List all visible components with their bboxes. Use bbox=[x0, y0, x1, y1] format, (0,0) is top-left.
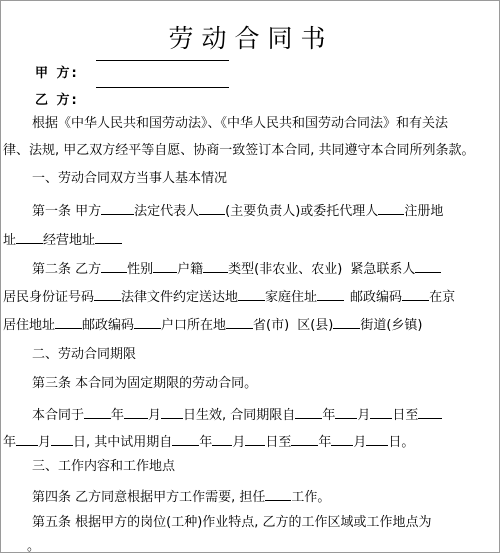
text: (主要负责人)或委托代理人 bbox=[225, 204, 379, 219]
blank-field[interactable] bbox=[265, 487, 291, 501]
article-1-line-2 bbox=[3, 230, 500, 249]
text: 年 bbox=[111, 408, 125, 423]
text: 日, 其中试用期自 bbox=[73, 435, 173, 450]
blank-field[interactable] bbox=[51, 432, 73, 446]
text: 居民身份证号码 bbox=[3, 290, 95, 305]
blank-field[interactable] bbox=[317, 287, 344, 301]
text: 日。 bbox=[388, 435, 415, 450]
party-a-blank[interactable] bbox=[96, 60, 229, 61]
text: 年 bbox=[3, 435, 17, 450]
text: 紧急联系人 bbox=[350, 262, 416, 277]
text: 址 bbox=[3, 233, 17, 248]
text: 法定代表人 bbox=[134, 204, 200, 219]
text: 性别 bbox=[127, 262, 154, 277]
text: 月 bbox=[148, 408, 162, 423]
blank-field[interactable] bbox=[245, 432, 265, 446]
text: 月 bbox=[232, 435, 246, 450]
text: 日至 bbox=[265, 435, 292, 450]
party-a-label: 甲 方: bbox=[35, 66, 79, 81]
blank-field[interactable] bbox=[370, 405, 392, 419]
blank-field[interactable] bbox=[331, 432, 353, 446]
blank-field[interactable] bbox=[101, 259, 127, 273]
blank-field[interactable] bbox=[16, 432, 38, 446]
blank-field[interactable] bbox=[226, 315, 253, 329]
blank-field[interactable] bbox=[172, 432, 199, 446]
article-3-line-3 bbox=[3, 432, 500, 451]
text: 户籍 bbox=[177, 262, 204, 277]
document-title: 劳动合同书 bbox=[168, 24, 334, 53]
text: 工作。 bbox=[291, 490, 331, 505]
blank-field[interactable] bbox=[203, 259, 228, 273]
article-5-line-1: 第五条 根据甲方的岗位(工种)作业特点, 乙方的工作区域或工作地点为 bbox=[32, 515, 432, 530]
text: 省(市) bbox=[253, 318, 290, 333]
blank-field[interactable] bbox=[161, 405, 183, 419]
text: 日至 bbox=[392, 408, 419, 423]
blank-field[interactable] bbox=[84, 405, 111, 419]
blank-field[interactable] bbox=[153, 259, 177, 273]
text: 第二条 乙方 bbox=[32, 262, 102, 277]
blank-field[interactable] bbox=[238, 287, 265, 301]
blank-field[interactable] bbox=[199, 201, 225, 215]
blank-field[interactable] bbox=[134, 315, 161, 329]
text: 注册地 bbox=[404, 204, 444, 219]
text: 月 bbox=[357, 408, 371, 423]
section-heading-1: 一、劳动合同双方当事人基本情况 bbox=[32, 171, 228, 186]
text: 年 bbox=[199, 435, 213, 450]
blank-field[interactable] bbox=[95, 230, 122, 244]
intro-line-2: 律、法规, 甲乙双方经平等自愿、协商一致签订本合同, 共同遵守本合同所列条款。 bbox=[3, 143, 475, 158]
section-heading-3: 三、工作内容和工作地点 bbox=[32, 459, 176, 474]
article-2-line-2 bbox=[3, 287, 500, 306]
article-3-line-1: 第三条 本合同为固定期限的劳动合同。 bbox=[32, 376, 258, 391]
blank-field[interactable] bbox=[418, 405, 442, 419]
party-b-blank[interactable] bbox=[96, 87, 229, 88]
blank-field[interactable] bbox=[291, 432, 318, 446]
blank-field[interactable] bbox=[295, 405, 322, 419]
article-2-line-1 bbox=[32, 259, 500, 278]
article-3-line-2 bbox=[32, 405, 500, 424]
blank-field[interactable] bbox=[212, 432, 232, 446]
blank-field[interactable] bbox=[335, 405, 357, 419]
text: 居住地址 bbox=[3, 318, 56, 333]
article-4-line bbox=[32, 487, 500, 506]
section-heading-2: 二、劳动合同期限 bbox=[32, 347, 137, 362]
text: 在京 bbox=[429, 290, 456, 305]
text: 邮政编码 bbox=[82, 318, 135, 333]
text: 第四条 乙方同意根据甲方工作需要, 担任 bbox=[32, 490, 266, 505]
text: 邮政编码 bbox=[350, 290, 403, 305]
blank-field[interactable] bbox=[333, 315, 360, 329]
blank-field[interactable] bbox=[94, 287, 121, 301]
blank-field[interactable] bbox=[55, 315, 82, 329]
article-1-line-1 bbox=[32, 201, 500, 220]
blank-field[interactable] bbox=[402, 287, 429, 301]
party-b-label: 乙 方: bbox=[35, 93, 79, 108]
intro-line-1: 根据《中华人民共和国劳动法》、《中华人民共和国劳动合同法》和有关法 bbox=[32, 116, 449, 131]
text: 户口所在地 bbox=[161, 318, 227, 333]
text: 月 bbox=[353, 435, 367, 450]
text: 年 bbox=[322, 408, 336, 423]
blank-field[interactable] bbox=[415, 259, 441, 273]
blank-field[interactable] bbox=[101, 201, 134, 215]
text: 年 bbox=[318, 435, 332, 450]
text: 经营地址 bbox=[43, 233, 96, 248]
blank-field[interactable] bbox=[378, 201, 404, 215]
text: 类型(非农业、农业) bbox=[228, 262, 343, 277]
blank-field[interactable] bbox=[16, 230, 43, 244]
text: 第一条 甲方 bbox=[32, 204, 102, 219]
article-5-line-2: 。 bbox=[27, 539, 41, 554]
text: 家庭住址 bbox=[265, 290, 318, 305]
text: 日生效, 合同期限自 bbox=[183, 408, 296, 423]
text: 月 bbox=[38, 435, 52, 450]
text: 本合同于 bbox=[32, 408, 85, 423]
blank-field[interactable] bbox=[366, 432, 388, 446]
text: 法律文件约定送达地 bbox=[121, 290, 239, 305]
text: 街道(乡镇) bbox=[360, 318, 423, 333]
blank-field[interactable] bbox=[124, 405, 148, 419]
text: 区(县) bbox=[297, 318, 334, 333]
article-2-line-3 bbox=[3, 315, 500, 334]
